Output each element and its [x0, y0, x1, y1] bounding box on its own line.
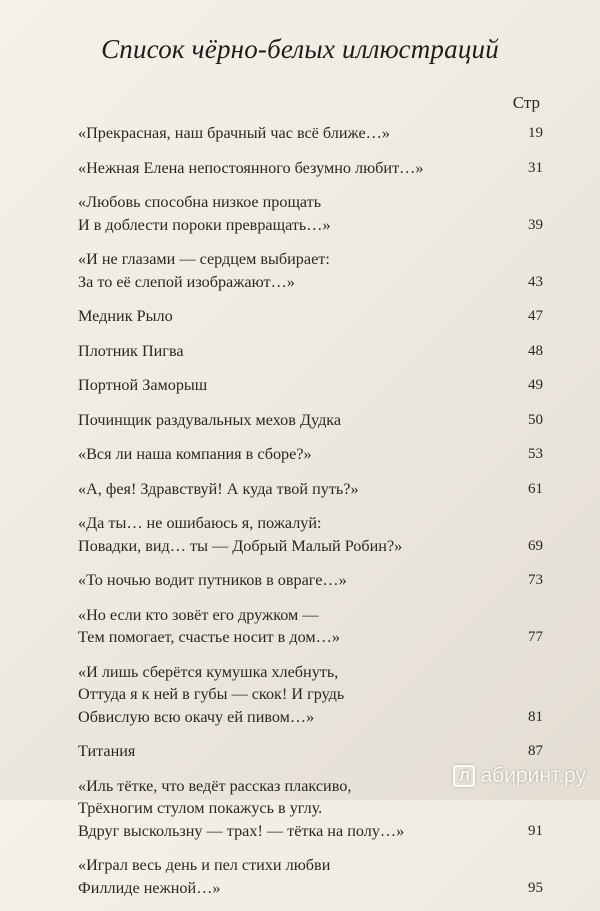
page-number: 31: [528, 159, 543, 176]
list-item: [78, 569, 548, 592]
page-title: Список чёрно-белых иллюстраций: [101, 34, 499, 64]
labirint-logo-icon: Л: [453, 765, 475, 787]
entry-caption: [78, 340, 483, 363]
caption-line: Тем помогает, счастье носит в дом…»: [78, 628, 340, 646]
list-item: [78, 248, 548, 293]
caption-line: «Но если кто зовёт его дружком —: [78, 605, 319, 624]
list-item: [78, 854, 548, 899]
page-number: 53: [528, 446, 543, 462]
caption-line: Повадки, вид… ты — Добрый Малый Робин?»: [78, 536, 403, 555]
entry-caption: [78, 569, 483, 592]
list-item: [78, 661, 548, 729]
entry-caption: [78, 604, 483, 649]
page-number: 81: [528, 708, 543, 725]
page-number: 87: [528, 743, 543, 759]
list-item: [78, 374, 548, 397]
caption-line: Медник Рыло: [78, 307, 173, 325]
list-item: [78, 478, 548, 501]
page-number: 73: [528, 572, 543, 588]
caption-line: «А, фея! Здравствуй! А куда твой путь?»: [78, 479, 359, 498]
entry-caption: [78, 305, 483, 328]
page-number: 19: [528, 125, 543, 141]
page-number: 61: [528, 480, 543, 497]
page-number: 91: [528, 822, 543, 839]
list-item: [78, 191, 548, 236]
caption-line: «Иль тётке, что ведёт рассказ плаксиво,: [78, 776, 352, 795]
caption-line: «Играл весь день и пел стихи любви: [78, 856, 331, 874]
entry-caption: [78, 775, 483, 843]
caption-line: И в доблести пороки превращать…»: [78, 215, 331, 234]
page-number: 69: [528, 537, 543, 554]
list-item: [78, 604, 548, 649]
entry-caption: [78, 443, 483, 466]
entry-caption: [78, 854, 483, 899]
list-item: [78, 305, 548, 328]
page-column-header: Стр: [512, 93, 540, 112]
watermark-text: абиринт.ру: [480, 764, 586, 787]
list-item: [78, 340, 548, 363]
entry-caption: [78, 740, 483, 763]
caption-line: Плотник Пигва: [78, 341, 184, 360]
page-number: 48: [528, 342, 543, 359]
list-item: [78, 443, 548, 466]
caption-line: «Да ты… не ошибаюсь я, пожалуй:: [78, 514, 322, 532]
caption-line: Оттуда я к ней в губы — скок! И грудь: [78, 685, 345, 703]
caption-line: Вдруг выскользну — трах! — тётка на полу…»: [78, 821, 405, 840]
caption-line: Обвислую всю окачу ей пивом…»: [78, 707, 315, 726]
entry-caption: [78, 122, 483, 145]
page-number: 43: [528, 273, 543, 290]
list-item: [78, 512, 548, 557]
entry-caption: [78, 191, 483, 236]
list-item: [78, 409, 548, 432]
page-number: 95: [528, 879, 543, 896]
entry-caption: [78, 157, 483, 180]
entry-caption: [78, 478, 483, 501]
caption-line: Починщик раздувальных мехов Дудка: [78, 410, 342, 429]
caption-line: Филлиде нежной…»: [78, 878, 221, 897]
entry-caption: [78, 409, 483, 432]
illustrations-list: [78, 122, 548, 911]
entry-caption: [78, 248, 483, 293]
caption-line: Титания: [78, 742, 136, 760]
list-item: [78, 157, 548, 180]
page-number: 50: [528, 411, 543, 428]
page-number: 49: [528, 377, 543, 393]
caption-line: «Нежная Елена непостоянного безумно любит…»: [78, 158, 424, 177]
list-item: [78, 122, 548, 145]
caption-line: «И лишь сберётся кумушка хлебнуть,: [78, 662, 339, 681]
entry-caption: [78, 512, 483, 557]
list-item: [78, 740, 548, 763]
caption-line: За то её слепой изображают…»: [78, 272, 295, 291]
page-number: 77: [528, 629, 543, 645]
caption-line: Портной Заморыш: [78, 376, 208, 394]
caption-line: Трёхногим стулом покажусь в углу.: [78, 799, 323, 817]
page-number: 47: [528, 308, 543, 324]
entry-caption: [78, 661, 483, 729]
entry-caption: [78, 374, 483, 397]
caption-line: «И не глазами — сердцем выбирает:: [78, 250, 330, 268]
caption-line: «Вся ли наша компания в сборе?»: [78, 445, 312, 463]
page-number: 39: [528, 216, 543, 233]
caption-line: «То ночью водит путников в овраге…»: [78, 571, 347, 589]
caption-line: «Прекрасная, наш брачный час всё ближе…»: [78, 124, 390, 142]
caption-line: «Любовь способна низкое прощать: [78, 193, 322, 211]
watermark: [453, 764, 586, 788]
